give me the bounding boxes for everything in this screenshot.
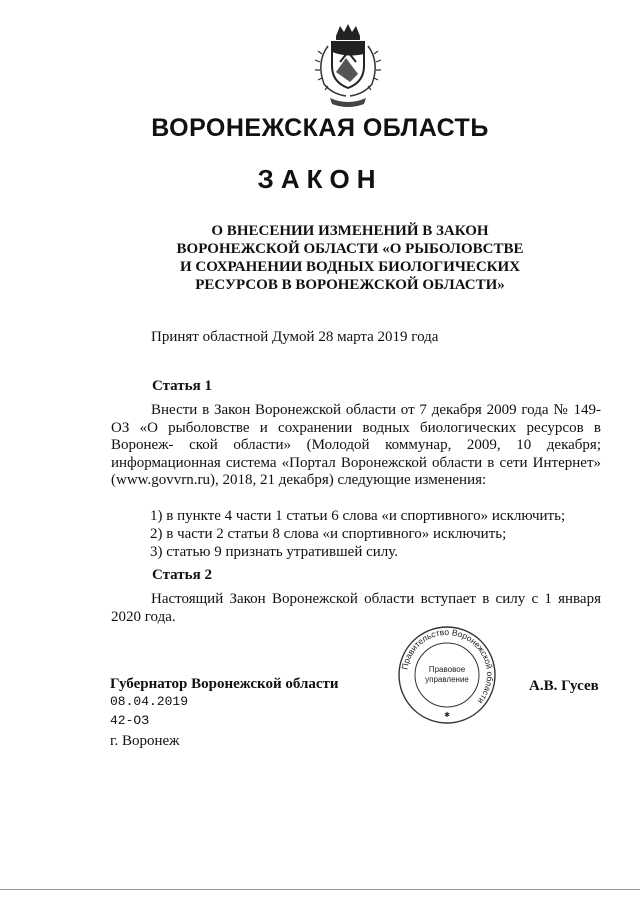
article-1-item: 1) в пункте 4 части 1 статьи 6 слова «и спортивного» исключить; <box>150 508 566 524</box>
document-type: ЗАКОН <box>257 164 383 194</box>
law-title-line: О ВНЕСЕНИИ ИЗМЕНЕНИЙ В ЗАКОН <box>211 223 489 239</box>
article-1-text: Внести в Закон Воронежской области от 7 декабря 2009 года № 149-ОЗ «О рыболовстве и сохранении водных биологических ресурсов в Воронеж- ской области» (Молодой коммунар, 2009, 10 декабря; информационная система «Портал Воронежской области в сети Интернет» (www.govvrn.ru), 2018, 21 декабря) следующие изменения: <box>111 402 601 489</box>
stamp-ring-text: Правительство Воронежской области <box>399 626 496 707</box>
region-title: ВОРОНЕЖСКАЯ ОБЛАСТЬ <box>151 114 489 142</box>
signatory-position: Губернатор Воронежской области <box>110 676 339 692</box>
law-title-line: РЕСУРСОВ В ВОРОНЕЖСКОЙ ОБЛАСТИ» <box>195 277 505 293</box>
article-2-heading: Статья 2 <box>152 567 212 583</box>
coat-of-arms-emblem <box>306 22 390 110</box>
law-title-line: И СОХРАНЕНИИ ВОДНЫХ БИОЛОГИЧЕСКИХ <box>179 259 521 275</box>
article-1-heading: Статья 1 <box>152 378 212 394</box>
official-stamp <box>397 625 497 725</box>
stamp-center-line: Правовое <box>428 665 466 674</box>
law-number: 42-ОЗ <box>110 713 150 728</box>
signing-date: 08.04.2019 <box>110 694 189 709</box>
article-1-item: 3) статью 9 признать утратившей силу. <box>150 544 399 560</box>
stamp-center-line: управление <box>425 675 469 684</box>
stamp-star-icon: ✱ <box>444 711 450 719</box>
law-title <box>150 222 550 294</box>
law-title-line: ВОРОНЕЖСКОЙ ОБЛАСТИ «О РЫБОЛОВСТВЕ <box>176 241 524 257</box>
signatory-name: А.В. Гусев <box>529 678 599 694</box>
article-1-item: 2) в части 2 статьи 8 слова «и спортивного» исключить; <box>150 526 507 542</box>
signing-city: г. Воронеж <box>110 733 180 749</box>
article-2-text: Настоящий Закон Воронежской области вступает в силу с 1 января 2020 года. <box>111 591 601 625</box>
adoption-note: Принят областной Думой 28 марта 2019 года <box>151 329 439 345</box>
page-bottom-rule <box>0 889 640 890</box>
